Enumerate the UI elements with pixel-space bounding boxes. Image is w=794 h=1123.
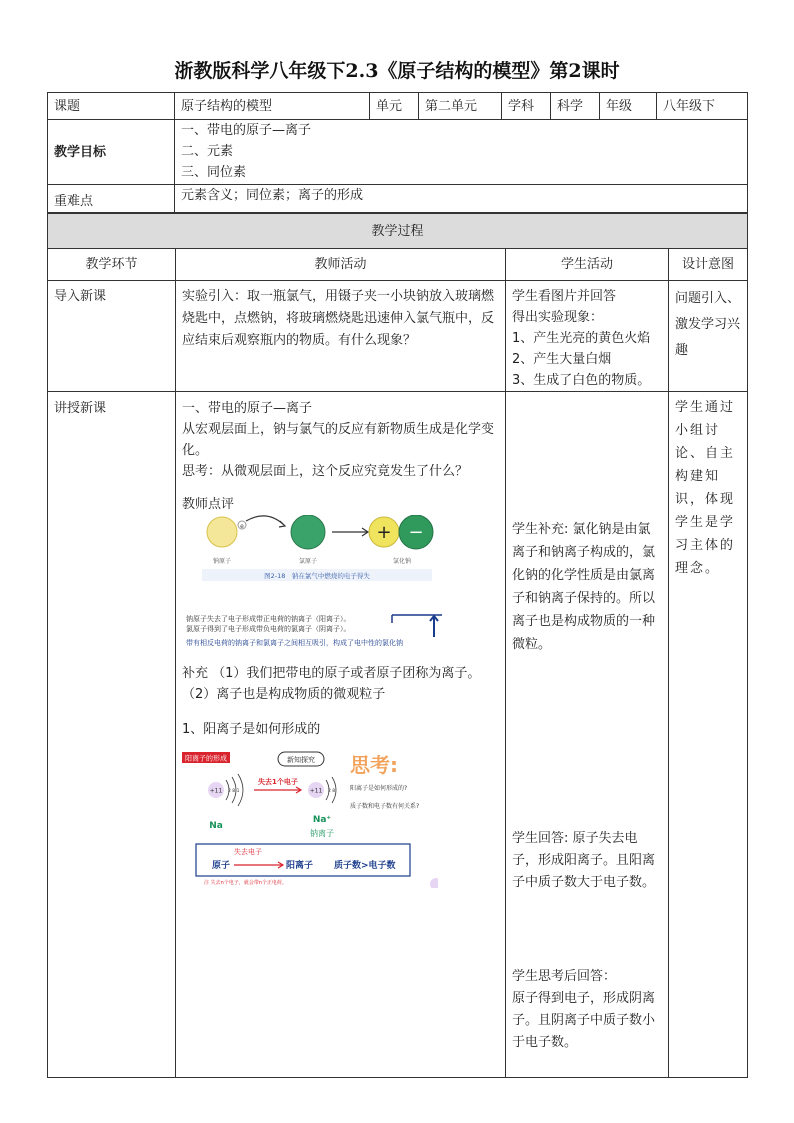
note-line-1: 钠原子失去了电子形成带正电荷的钠离子（阳离子）。 — [186, 615, 351, 623]
row1-student — [506, 281, 669, 392]
goal-item: 一、带电的原子—离子 — [181, 123, 312, 138]
sodium-atom-circle — [207, 517, 237, 547]
row2-student — [506, 392, 669, 1078]
student-answer-3-intro: 学生思考后回答： — [512, 969, 617, 984]
box-lose-label: 失去电子 — [234, 848, 262, 856]
topic-label: 课题 — [48, 93, 175, 120]
row1-teacher: 实验引入：取一瓶氯气，用镊子夹一小块钠放入玻璃燃烧匙中，点燃钠，将玻璃燃烧匙迅速伸入氯气瓶中，反应结束后观察瓶内的物质。有什么现象？ — [176, 281, 506, 392]
question-cation: 1、阳离子是如何形成的 — [182, 722, 321, 737]
goal-item: 二、元素 — [181, 144, 234, 159]
na-ion-symbol: Na⁺ — [312, 815, 332, 825]
nacl-label: 氯化钠 — [392, 558, 412, 565]
topic-value: 原子结构的模型 — [175, 93, 370, 120]
teacher-line: 一、带电的原子—离子 — [182, 401, 313, 416]
note-line-2: 氯原子得到了电子形成带负电荷的氯离子（阴离子）。 — [186, 625, 351, 633]
figure-tag-text: 阳离子的形成 — [185, 754, 227, 763]
unit-value: 第二单元 — [419, 93, 502, 120]
grade-label: 年级 — [600, 93, 657, 120]
supplement-2: （2）离子也是构成物质的微观粒子 — [182, 687, 386, 702]
think-question-1: 阳离子是如何形成的? — [350, 785, 408, 792]
student-line: 3、生成了白色的物质。 — [512, 373, 651, 388]
col-design-header: 设计意图 — [669, 249, 748, 281]
goal-item: 三、同位素 — [181, 165, 247, 180]
key-value: 元素含义；同位素；离子的形成 — [175, 185, 748, 213]
chlorine-atom-label: 氯原子 — [298, 558, 318, 565]
think-title: 思考: — [350, 753, 398, 777]
key-label: 重难点 — [48, 185, 175, 213]
student-line: 2、产生大量白烟 — [512, 352, 612, 367]
row1-design: 问题引入、激发学习兴趣 — [669, 281, 748, 392]
process-header: 教学过程 — [48, 214, 748, 249]
grade-value: 八年级下 — [657, 93, 748, 120]
na-ion-name: 钠离子 — [310, 829, 334, 838]
goals-list — [175, 120, 748, 185]
box-cation: 阳离子 — [286, 861, 314, 871]
supplement-1: 补充 （1）我们把带电的原子或者原子团称为离子。 — [182, 666, 481, 681]
svg-text:2 8 1: 2 8 1 — [228, 789, 240, 794]
student-line: 1、产生光亮的黄色火焰 — [512, 331, 651, 346]
summary-box — [196, 844, 410, 876]
think-question-2: 质子数和电子数有何关系? — [350, 803, 420, 810]
page-title: 浙教版科学八年级下2.3《原子结构的模型》第2课时 — [174, 60, 620, 82]
row2-design: 学生通过小组讨论、自主构建知识，体现学生是学习主体的理念。 — [669, 392, 748, 1078]
student-line: 得出实验现象： — [512, 310, 604, 325]
na-symbol: Na — [209, 821, 223, 831]
svg-text:+11: +11 — [309, 787, 323, 795]
goals-label: 教学目标 — [48, 120, 175, 185]
teacher-line: 从宏观层面上，钠与氯气的反应有新物质生成是化学变化。 — [182, 422, 495, 458]
col-teacher-header: 教师活动 — [176, 249, 506, 281]
student-answer-2: 学生回答: 原子失去电子，形成阳离子。且阳离子中质子数大于电子数。 — [512, 831, 656, 890]
info-table — [47, 92, 748, 213]
row1-stage: 导入新课 — [48, 281, 176, 392]
subject-label: 学科 — [502, 93, 551, 120]
row2-teacher — [176, 392, 506, 1078]
figure-caption: 图2-18 钠在氯气中燃烧的电子得失 — [264, 572, 370, 580]
teacher-line: 思考：从微观层面上，这个反应究竟发生了什么？ — [182, 464, 469, 479]
transfer-arrow — [246, 516, 284, 525]
electron-label: e — [240, 523, 244, 530]
subject-value: 科学 — [551, 93, 600, 120]
unit-label: 单元 — [370, 93, 419, 120]
col-stage-header: 教学环节 — [48, 249, 176, 281]
col-student-header: 学生活动 — [506, 249, 669, 281]
plus-sign: + — [376, 522, 392, 543]
sodium-atom-label: 钠原子 — [212, 558, 232, 565]
box-atom: 原子 — [212, 861, 231, 871]
teacher-comment: 教师点评 — [182, 497, 235, 512]
svg-text:+11: +11 — [209, 787, 223, 795]
note-line-3: 带有相反电荷的钠离子和氯离子之间相互吸引，构成了电中性的氯化钠 — [186, 639, 403, 647]
svg-text:2 8: 2 8 — [328, 789, 336, 794]
electron-transfer-figure — [182, 515, 499, 663]
student-answer-3: 原子得到电子，形成阴离子。且阴离子中质子数小于电子数。 — [512, 991, 656, 1050]
lose-electron-label: 失去1个电子 — [258, 778, 298, 786]
student-line: 学生看图片并回答 — [512, 289, 617, 304]
chlorine-atom-circle — [291, 515, 325, 549]
cation-formation-figure — [182, 748, 499, 888]
box-footnote: 注 失去n个电子，就会带n个正电荷。 — [204, 880, 287, 886]
box-relation: 质子数>电子数 — [334, 861, 396, 871]
row2-stage: 讲授新课 — [48, 392, 176, 1078]
student-answer-1: 学生补充: 氯化钠是由氯离子和钠离子构成的，氯化钠的化学性质是由氯离子和钠离子保持的。所以离子也是构成物质的一种微粒。 — [512, 522, 656, 652]
process-table — [47, 213, 748, 1078]
explore-text: 新知探究 — [287, 756, 315, 764]
minus-sign: − — [408, 522, 424, 543]
